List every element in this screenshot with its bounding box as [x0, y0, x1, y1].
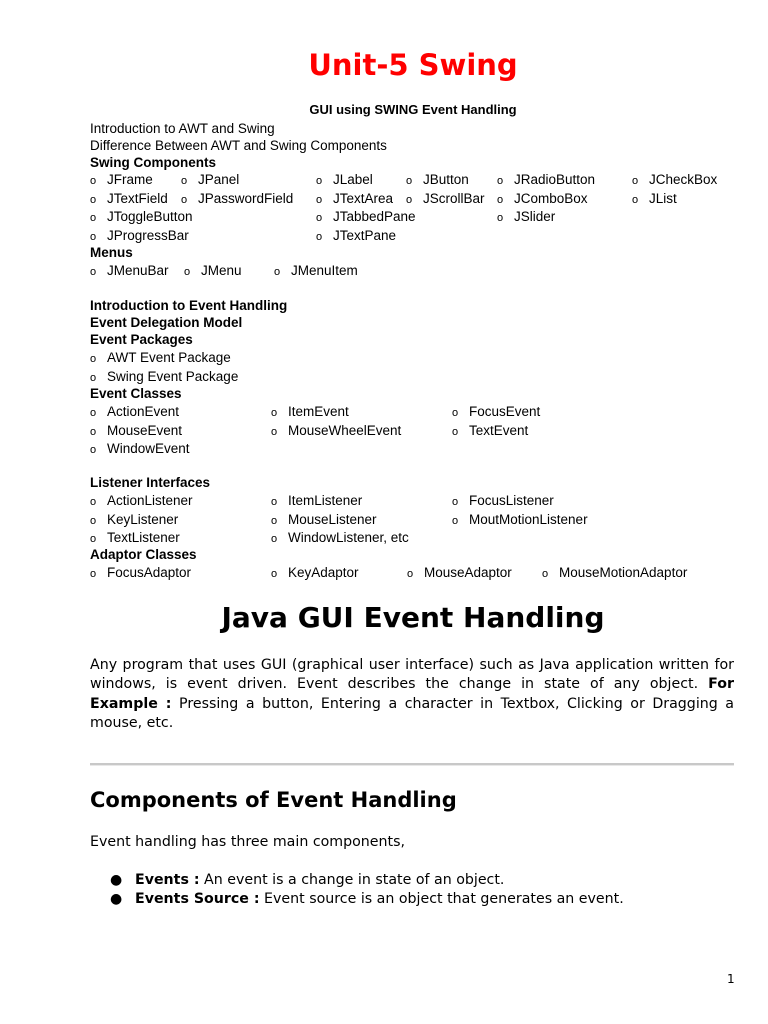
bullet-icon: o [497, 212, 504, 224]
list-item: o ItemListener [271, 493, 363, 508]
intro-event-handling-heading: Introduction to Event Handling [90, 298, 288, 313]
adaptor-classes-heading: Adaptor Classes [90, 547, 197, 562]
bullet-icon: o [90, 175, 97, 187]
list-item: o MouseListener [271, 512, 377, 527]
list-item: ● Events Source : Event source is an object that generates an event. [110, 891, 624, 907]
bullet-icon: o [90, 515, 97, 527]
list-item: o JMenuBar [90, 263, 169, 278]
list-item: o TextEvent [452, 423, 529, 438]
document-title: Unit-5 Swing [308, 48, 518, 82]
page-number: 1 [727, 972, 735, 986]
bullet-icon: o [90, 496, 97, 508]
bullet-icon: o [90, 533, 97, 545]
bullet-icon: o [497, 175, 504, 187]
bullet-icon: o [90, 444, 97, 456]
event-classes-heading: Event Classes [90, 386, 182, 401]
bullet-icon: o [406, 194, 413, 206]
list-item: ● Events : An event is a change in state of an object. [110, 872, 505, 888]
bullet-icon: o [181, 175, 188, 187]
menus-heading: Menus [90, 245, 133, 260]
bullet-icon: o [406, 175, 413, 187]
bullet-icon: o [316, 212, 323, 224]
bullet-icon: o [90, 266, 97, 278]
bullet-icon: o [90, 407, 97, 419]
list-item: o JLabel [316, 172, 373, 187]
list-item: o FocusAdaptor [90, 565, 192, 580]
bullet-icon: ● [110, 891, 123, 907]
list-item: o JScrollBar [406, 191, 485, 206]
awt-swing-difference-line: Difference Between AWT and Swing Components [90, 138, 387, 153]
bullet-icon: o [271, 515, 278, 527]
example-label: For Example : [90, 676, 734, 712]
list-item: o JButton [406, 172, 469, 187]
bullet-icon: o [271, 496, 278, 508]
bullet-icon: o [184, 266, 191, 278]
listener-interfaces-heading: Listener Interfaces [90, 475, 211, 490]
list-item: o JPanel [181, 172, 240, 187]
list-item: o JList [632, 191, 677, 206]
list-item: o KeyListener [90, 512, 179, 527]
list-item: o JFrame [90, 172, 153, 187]
list-item: o FocusListener [452, 493, 554, 508]
bullet-icon: o [632, 194, 639, 206]
bullet-icon: o [632, 175, 639, 187]
list-item: o WindowEvent [90, 441, 190, 456]
list-item: o JTextArea [316, 191, 394, 206]
bullet-icon: o [181, 194, 188, 206]
list-item: o JTextPane [316, 228, 397, 243]
list-item: o WindowListener, etc [271, 530, 409, 545]
components-intro: Event handling has three main components, [90, 834, 405, 850]
event-delegation-heading: Event Delegation Model [90, 315, 243, 330]
bullet-icon: o [90, 194, 97, 206]
list-item: o KeyAdaptor [271, 565, 359, 580]
list-item: o ActionListener [90, 493, 193, 508]
list-item: o MouseWheelEvent [271, 423, 402, 438]
list-item: o JMenu [184, 263, 242, 278]
list-item: o MouseAdaptor [407, 565, 512, 580]
list-item: o JTabbedPane [316, 209, 416, 224]
list-item: o JCheckBox [632, 172, 718, 187]
bullet-icon: o [271, 568, 278, 580]
bullet-icon: o [90, 353, 97, 365]
intro-paragraph: Any program that uses GUI (graphical user interface) such as Java application written for windows, is event driven. Event describes the change in state of any object. For Example : Pressing a button, Entering a character in Textbox, Clicking or Dragging a mouse, etc. [90, 657, 734, 731]
swing-components-heading: Swing Components [90, 155, 216, 170]
bullet-icon: o [452, 496, 459, 508]
bullet-icon: o [271, 533, 278, 545]
list-item: o MoutMotionListener [452, 512, 588, 527]
bullet-icon: o [90, 426, 97, 438]
list-item: o TextListener [90, 530, 180, 545]
list-item: o JMenuItem [274, 263, 358, 278]
list-item: o Swing Event Package [90, 369, 239, 384]
divider [90, 763, 734, 766]
list-item: o JPasswordField [181, 191, 294, 206]
list-item: o ItemEvent [271, 404, 349, 419]
list-item: o MouseEvent [90, 423, 183, 438]
list-item: o AWT Event Package [90, 350, 231, 365]
list-item: o JToggleButton [90, 209, 193, 224]
bullet-icon: o [542, 568, 549, 580]
bullet-icon: ● [110, 872, 123, 888]
bullet-icon: o [90, 212, 97, 224]
list-item: o JComboBox [497, 191, 588, 206]
bullet-icon: o [452, 407, 459, 419]
list-item: o JProgressBar [90, 228, 189, 243]
bullet-icon: o [452, 426, 459, 438]
bullet-icon: o [316, 194, 323, 206]
list-item: o ActionEvent [90, 404, 180, 419]
bullet-icon: o [497, 194, 504, 206]
section-title: Java GUI Event Handling [221, 601, 605, 634]
bullet-icon: o [90, 231, 97, 243]
bullet-icon: o [271, 426, 278, 438]
bullet-icon: o [407, 568, 414, 580]
list-item: o JRadioButton [497, 172, 596, 187]
bullet-icon: o [90, 568, 97, 580]
bullet-icon: o [90, 372, 97, 384]
bullet-icon: o [452, 515, 459, 527]
list-item: o JSlider [497, 209, 556, 224]
document-subtitle: GUI using SWING Event Handling [309, 102, 517, 117]
list-item: o JTextField [90, 191, 168, 206]
bullet-icon: o [316, 175, 323, 187]
list-item: o MouseMotionAdaptor [542, 565, 688, 580]
bullet-icon: o [271, 407, 278, 419]
bullet-icon: o [316, 231, 323, 243]
event-packages-heading: Event Packages [90, 332, 193, 347]
intro-awt-swing-line: Introduction to AWT and Swing [90, 121, 275, 136]
list-item: o FocusEvent [452, 404, 541, 419]
components-title: Components of Event Handling [90, 788, 457, 812]
bullet-icon: o [274, 266, 281, 278]
